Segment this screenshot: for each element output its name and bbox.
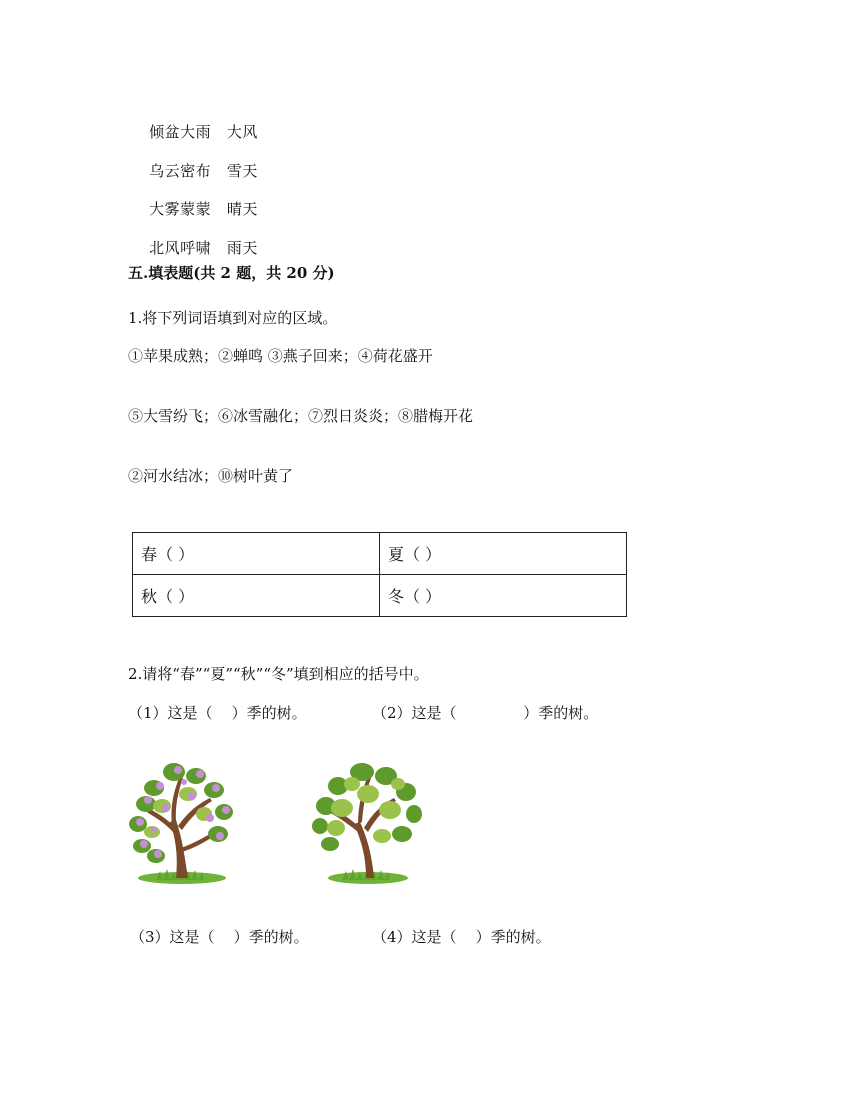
q2-item-4: （4）这是（ ）季的树。 bbox=[372, 928, 551, 946]
q2-item-3: （3）这是（ ）季的树。 bbox=[130, 928, 309, 946]
match-left: 大雾蒙蒙 bbox=[149, 200, 212, 218]
q1-items-line3: ②河水结冰；⑩树叶黄了 bbox=[128, 467, 294, 485]
season-table bbox=[132, 532, 627, 617]
autumn-cell[interactable]: 秋（ ） bbox=[133, 575, 380, 617]
match-left: 倾盆大雨 bbox=[149, 123, 212, 141]
q2-item-2: （2）这是（ ）季的树。 bbox=[372, 704, 599, 722]
match-right: 晴天 bbox=[226, 200, 258, 218]
q1-items-line2: ⑤大雪纷飞；⑥冰雪融化；⑦烈日炎炎；⑧腊梅开花 bbox=[128, 407, 474, 425]
q1-items-line1: ①苹果成熟；②蝉鸣 ③燕子回来；④荷花盛开 bbox=[128, 347, 433, 365]
table-row bbox=[133, 575, 627, 617]
spring-tree-image bbox=[126, 760, 238, 886]
summer-tree-image bbox=[312, 762, 422, 886]
section-heading: 五.填表题(共 2 题，共 20 分) bbox=[128, 264, 335, 282]
winter-cell[interactable]: 冬（ ） bbox=[380, 575, 627, 617]
match-left: 北风呼啸 bbox=[149, 239, 212, 257]
table-row bbox=[133, 533, 627, 575]
match-right: 雨天 bbox=[226, 239, 258, 257]
match-right: 大风 bbox=[226, 123, 258, 141]
spring-cell[interactable]: 春（ ） bbox=[133, 533, 380, 575]
match-left: 乌云密布 bbox=[149, 162, 212, 180]
q2-item-1: （1）这是（ ）季的树。 bbox=[128, 704, 307, 722]
summer-cell[interactable]: 夏（ ） bbox=[380, 533, 627, 575]
match-right: 雪天 bbox=[226, 162, 258, 180]
q1-prompt: 1.将下列词语填到对应的区域。 bbox=[128, 309, 338, 327]
q2-prompt: 2.请将“春”“夏”“秋”“冬”填到相应的括号中。 bbox=[128, 665, 429, 683]
